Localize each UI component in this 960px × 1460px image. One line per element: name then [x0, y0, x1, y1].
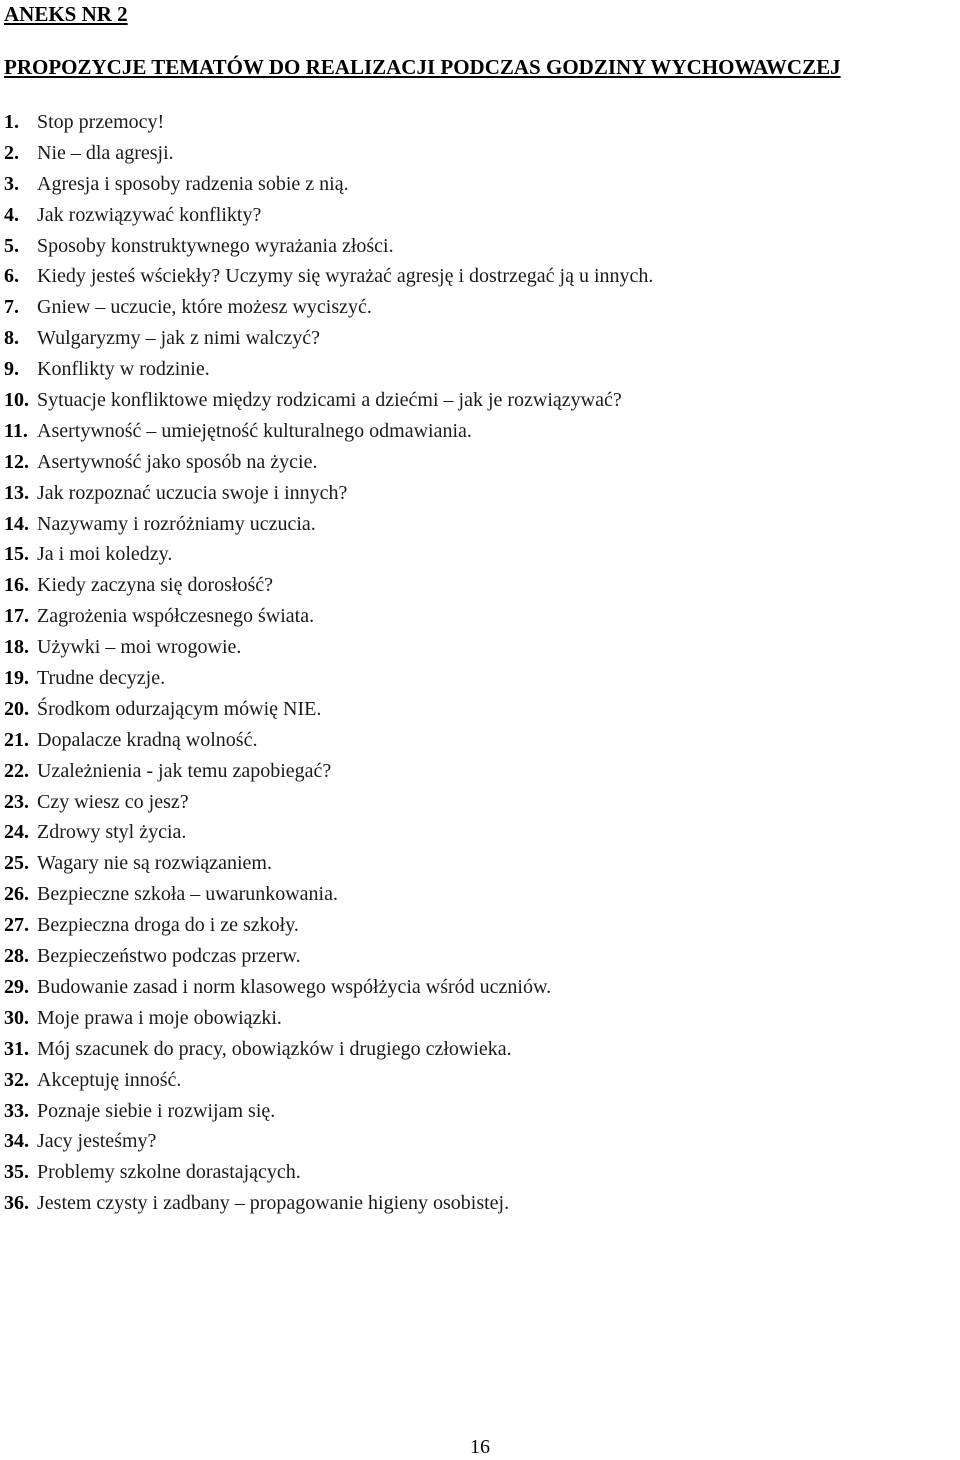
topic-number: 11.	[4, 419, 28, 442]
topic-number: 12.	[4, 450, 29, 473]
topic-item	[4, 570, 653, 601]
topic-text: Wulgaryzmy – jak z nimi walczyć?	[37, 327, 320, 350]
topic-number: 6.	[4, 265, 19, 288]
topic-number: 20.	[4, 697, 29, 720]
topic-item	[4, 663, 653, 694]
topic-text: Asertywność jako sposób na życie.	[37, 450, 318, 473]
topic-item	[4, 725, 653, 756]
topic-item	[4, 292, 653, 323]
topic-number: 13.	[4, 481, 29, 504]
topic-item	[4, 787, 653, 818]
topic-number: 30.	[4, 1006, 29, 1029]
topic-number: 35.	[4, 1161, 29, 1184]
topic-text: Sytuacje konfliktowe między rodzicami a dziećmi – jak je rozwiązywać?	[37, 389, 622, 412]
topic-text: Trudne decyzje.	[37, 667, 166, 690]
topic-item	[4, 879, 653, 910]
topic-item	[4, 509, 653, 540]
topic-text: Jacy jesteśmy?	[37, 1130, 157, 1153]
topic-number: 16.	[4, 574, 29, 597]
topic-number: 21.	[4, 728, 29, 751]
topic-number: 1.	[4, 111, 19, 133]
topic-text: Poznaje siebie i rozwijam się.	[37, 1099, 276, 1122]
topic-text: Akceptuję inność.	[37, 1068, 182, 1091]
topic-item	[4, 910, 653, 941]
topic-item	[4, 1096, 653, 1127]
topic-item	[4, 972, 653, 1003]
topic-item	[4, 416, 653, 447]
topic-item	[4, 231, 653, 262]
topic-item	[4, 1003, 653, 1034]
topic-item	[4, 169, 653, 200]
topic-number: 8.	[4, 327, 19, 350]
topic-item	[4, 848, 653, 879]
topic-text: Zdrowy styl życia.	[37, 821, 187, 844]
topic-text: Jestem czysty i zadbany – propagowanie higieny osobistej.	[37, 1192, 510, 1215]
topic-item	[4, 447, 653, 478]
topic-text: Stop przemocy!	[37, 111, 165, 133]
topic-text: Asertywność – umiejętność kulturalnego odmawiania.	[37, 419, 472, 442]
topic-text: Środkom odurzającym mówię NIE.	[37, 697, 322, 720]
topic-item	[4, 941, 653, 972]
topic-item	[4, 107, 653, 138]
topic-text: Używki – moi wrogowie.	[37, 636, 242, 659]
topic-item	[4, 1157, 653, 1188]
annex-title: ANEKS NR 2	[4, 2, 128, 26]
topic-number: 34.	[4, 1130, 29, 1153]
page-number: 16	[470, 1436, 490, 1458]
topic-text: Nie – dla agresji.	[37, 141, 174, 164]
topic-number: 7.	[4, 296, 19, 319]
topic-item	[4, 354, 653, 385]
topic-item	[4, 323, 653, 354]
topic-text: Bezpieczna droga do i ze szkoły.	[37, 914, 299, 937]
topic-number: 22.	[4, 759, 29, 782]
topic-number: 3.	[4, 172, 19, 195]
topic-text: Bezpieczne szkoła – uwarunkowania.	[37, 883, 338, 906]
topic-number: 2.	[4, 141, 19, 164]
topic-text: Jak rozwiązywać konflikty?	[37, 203, 262, 226]
topic-text: Agresja i sposoby radzenia sobie z nią.	[37, 172, 349, 195]
topic-number: 32.	[4, 1068, 29, 1091]
topic-list	[4, 107, 653, 1219]
topic-item	[4, 756, 653, 787]
topic-text: Kiedy zaczyna się dorosłość?	[37, 574, 274, 597]
topic-text: Moje prawa i moje obowiązki.	[37, 1006, 282, 1029]
topic-text: Nazywamy i rozróżniamy uczucia.	[37, 512, 316, 535]
topic-number: 23.	[4, 790, 29, 813]
topic-number: 14.	[4, 512, 29, 535]
topic-text: Mój szacunek do pracy, obowiązków i drugiego człowieka.	[37, 1037, 512, 1060]
topic-number: 28.	[4, 945, 29, 968]
topic-item	[4, 539, 653, 570]
topic-item	[4, 601, 653, 632]
topic-number: 19.	[4, 667, 29, 690]
topic-number: 18.	[4, 636, 29, 659]
topic-text: Konflikty w rodzinie.	[37, 358, 210, 381]
topic-item	[4, 1188, 653, 1219]
topic-text: Wagary nie są rozwiązaniem.	[37, 852, 272, 875]
topic-text: Kiedy jesteś wściekły? Uczymy się wyrażać agresję i dostrzegać ją u innych.	[37, 265, 654, 288]
topic-number: 26.	[4, 883, 29, 906]
topic-number: 4.	[4, 203, 19, 226]
topic-item	[4, 138, 653, 169]
section-heading: PROPOZYCJE TEMATÓW DO REALIZACJI PODCZAS GODZINY WYCHOWAWCZEJ	[4, 55, 841, 79]
topic-item	[4, 1126, 653, 1157]
topic-text: Zagrożenia współczesnego świata.	[37, 605, 315, 628]
topic-number: 24.	[4, 821, 29, 844]
topic-text: Jak rozpoznać uczucia swoje i innych?	[37, 481, 348, 504]
topic-number: 33.	[4, 1099, 29, 1122]
topic-text: Problemy szkolne dorastających.	[37, 1161, 301, 1184]
topic-number: 36.	[4, 1192, 29, 1215]
topic-number: 27.	[4, 914, 29, 937]
topic-number: 9.	[4, 358, 19, 381]
topic-number: 25.	[4, 852, 29, 875]
topic-text: Dopalacze kradną wolność.	[37, 728, 258, 751]
topic-text: Budowanie zasad i norm klasowego współżycia wśród uczniów.	[37, 975, 552, 998]
topic-number: 29.	[4, 975, 29, 998]
topic-text: Bezpieczeństwo podczas przerw.	[37, 945, 301, 968]
topic-number: 15.	[4, 543, 29, 566]
topic-number: 10.	[4, 389, 29, 412]
topic-item	[4, 1034, 653, 1065]
topic-number: 5.	[4, 234, 19, 257]
topic-item	[4, 817, 653, 848]
topic-item	[4, 478, 653, 509]
topic-number: 17.	[4, 605, 29, 628]
topic-item	[4, 385, 653, 416]
topic-item	[4, 694, 653, 725]
topic-item	[4, 200, 653, 231]
topic-text: Uzależnienia - jak temu zapobiegać?	[37, 759, 332, 782]
topic-number: 31.	[4, 1037, 29, 1060]
topic-text: Czy wiesz co jesz?	[37, 790, 189, 813]
topic-text: Ja i moi koledzy.	[37, 543, 173, 566]
topic-item	[4, 261, 653, 292]
topic-text: Gniew – uczucie, które możesz wyciszyć.	[37, 296, 372, 319]
topic-item	[4, 632, 653, 663]
topic-text: Sposoby konstruktywnego wyrażania złości.	[37, 234, 394, 257]
topic-item	[4, 1065, 653, 1096]
